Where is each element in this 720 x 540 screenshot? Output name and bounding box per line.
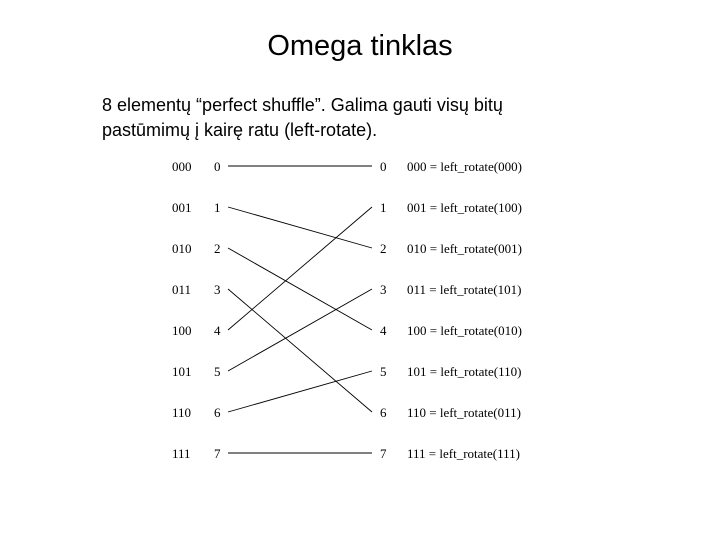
right-index-label: 5 [380, 364, 387, 379]
connection-line [228, 248, 372, 330]
right-index-label: 4 [380, 323, 387, 338]
left-binary-label: 001 [172, 200, 192, 215]
right-index-column [380, 159, 387, 461]
left-index-label: 5 [214, 364, 221, 379]
body-line-2: pastūmimų į kairę ratu (left-rotate). [102, 120, 378, 140]
connection-line [228, 289, 372, 412]
left-index-label: 6 [214, 405, 221, 420]
right-index-label: 1 [380, 200, 387, 215]
right-rotate-label: 101 = left_rotate(110) [407, 364, 522, 379]
left-binary-label: 000 [172, 159, 192, 174]
shuffle-connections [228, 166, 372, 453]
left-binary-label: 111 [172, 446, 191, 461]
body-line-1: 8 elementų “perfect shuffle”. Galima gauti visų bitų [102, 95, 503, 115]
connection-line [228, 371, 372, 412]
left-index-label: 2 [214, 241, 221, 256]
left-index-label: 1 [214, 200, 221, 215]
right-rotate-label: 001 = left_rotate(100) [407, 200, 522, 215]
connection-line [228, 289, 372, 371]
left-index-label: 4 [214, 323, 221, 338]
left-index-label: 7 [214, 446, 221, 461]
left-binary-label: 011 [172, 282, 192, 297]
right-index-label: 3 [380, 282, 387, 297]
right-rotate-label: 110 = left_rotate(011) [407, 405, 521, 420]
right-rotate-label: 100 = left_rotate(010) [407, 323, 522, 338]
right-index-label: 2 [380, 241, 387, 256]
left-index-label: 3 [214, 282, 221, 297]
right-index-label: 0 [380, 159, 387, 174]
slide-title: Omega tinklas [267, 30, 453, 62]
right-index-label: 6 [380, 405, 387, 420]
left-binary-label: 110 [172, 405, 192, 420]
right-label-column [407, 159, 522, 461]
left-binary-column [172, 159, 192, 461]
right-rotate-label: 010 = left_rotate(001) [407, 241, 522, 256]
left-index-column [214, 159, 221, 461]
right-index-label: 7 [380, 446, 387, 461]
left-binary-label: 101 [172, 364, 192, 379]
left-index-label: 0 [214, 159, 221, 174]
left-binary-label: 100 [172, 323, 192, 338]
connection-line [228, 207, 372, 330]
right-rotate-label: 111 = left_rotate(111) [407, 446, 520, 461]
right-rotate-label: 000 = left_rotate(000) [407, 159, 522, 174]
left-binary-label: 010 [172, 241, 192, 256]
connection-line [228, 207, 372, 248]
right-rotate-label: 011 = left_rotate(101) [407, 282, 522, 297]
